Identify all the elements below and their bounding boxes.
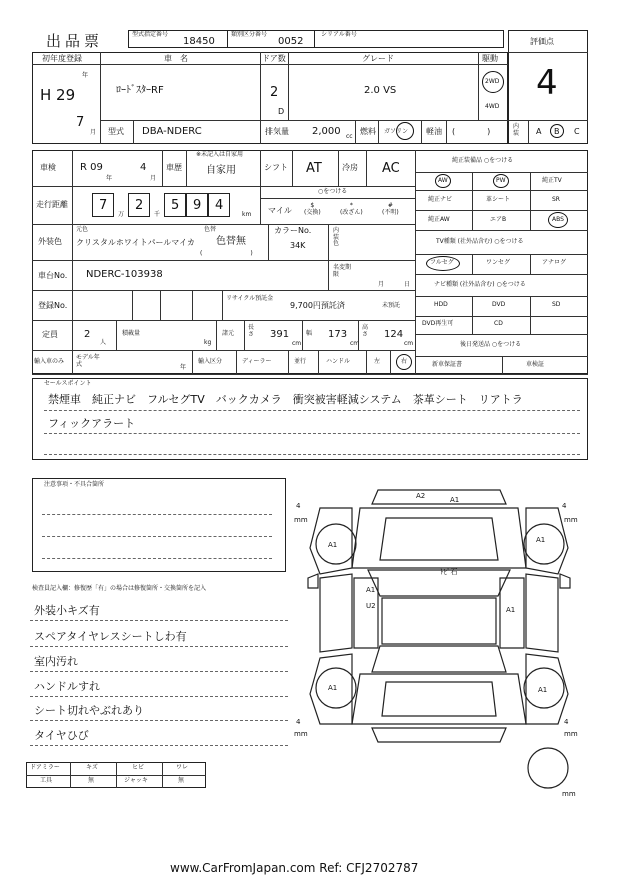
note-line-3: 室内汚れ [34, 655, 78, 668]
depth-fr: 4 [562, 502, 567, 510]
depth-rl-unit: mm [294, 730, 308, 738]
color-no-value: 34K [290, 241, 306, 250]
dims-label: 諸元 [222, 330, 235, 337]
width-value: 173 [328, 329, 348, 340]
drive-2wd: 2WD [485, 78, 500, 85]
inspector-label: 検査員記入欄：修復歴「有」の場合は修復箇所・交換箇所を記入 [32, 585, 207, 592]
note-line-4: ハンドルすれ [34, 680, 100, 693]
depth-spare-unit: mm [562, 790, 576, 798]
fuel-gas-circle [396, 122, 414, 140]
depth-rr: 4 [564, 718, 569, 726]
width-unit: cm [350, 340, 360, 347]
first-reg-month: 7 [76, 115, 85, 130]
doors-label: ドア数 [262, 54, 286, 63]
serial-label: シリアル番号 [321, 31, 357, 38]
equip-airbag: エアB [490, 216, 507, 223]
legend-h-4: ワレ [176, 764, 189, 771]
docs-label: 後日発送品 ○をつける [460, 341, 522, 348]
mileage-digit-4: 9 [186, 193, 208, 217]
length-unit: cm [292, 340, 302, 347]
mark-right-door: A1 [506, 606, 516, 614]
note-line-2: スペアタイヤレスシートしわ有 [34, 630, 187, 643]
length-value: 391 [270, 329, 290, 340]
tv-label: TV種類 (社外品含む) ○をつける [436, 238, 524, 245]
fuel-diesel: 軽油 [426, 127, 442, 136]
reg-label: 登録No. [38, 301, 68, 310]
load-unit: kg [204, 339, 212, 346]
drive-label: 駆動 [482, 54, 498, 63]
genuine-label: 純正装備品 ○をつける [452, 157, 514, 164]
equip-genuine-aw: 純正AW [428, 216, 450, 223]
navi-dvd: DVD [492, 301, 506, 308]
legend-v-3: ジャッキ [124, 777, 148, 784]
mileage-km: km [242, 211, 252, 218]
score-value: 4 [536, 63, 558, 103]
recycle-value: 9,700円預託済 [290, 301, 345, 310]
notes-label: 注意事項・不具合箇所 [44, 481, 105, 488]
fuel-label: 燃料 [360, 127, 376, 136]
first-reg-month-unit: 月 [90, 129, 97, 136]
legend-v-2: 無 [88, 777, 95, 784]
door-type: D [278, 107, 285, 116]
model-year-label: モデル年式 [76, 354, 100, 369]
model-no-label: 型式指定番号 [132, 31, 169, 38]
handle-label: ハンドル [326, 358, 351, 365]
recycle-unpaid: 未預託 [382, 302, 401, 309]
sales-line-1: 禁煙車 純正ナビ フルセグTV バックカメラ 衝突被害軽減システム 茶革シート リアトラ [48, 393, 523, 406]
legend-h-2: キズ [86, 764, 98, 771]
model-type-label: 型式 [108, 127, 124, 136]
interior-color-label: 内装色 [333, 227, 340, 248]
model-no-value: 18450 [183, 36, 215, 47]
model-no-cell [128, 30, 228, 48]
docs-warranty: 新車保証書 [432, 361, 463, 368]
car-name: ﾛｰﾄﾞｽﾀｰRF [116, 85, 164, 96]
color-original-label: 元色 [76, 226, 89, 233]
footer-ref: www.CarFromJapan.com Ref: CFJ2702787 [170, 861, 419, 875]
handle-left: 左 [374, 358, 381, 365]
first-reg-year-unit: 年 [82, 72, 89, 79]
import-dealer: ディーラー [242, 358, 272, 365]
class-no-cell [227, 30, 315, 48]
sheet-title: 出品票 [46, 32, 104, 50]
ac-label: 冷房 [342, 163, 358, 172]
mileage-sen: 千 [154, 211, 161, 218]
interior-a: A [536, 127, 542, 136]
mileage-mile: マイル [268, 206, 292, 215]
color-value: クリスタルホワイトパールマイカ [76, 238, 195, 247]
docs-shakensho: 車検証 [526, 361, 545, 368]
shaken-year-unit: 年 [106, 175, 113, 182]
mileage-label: 走行距離 [36, 200, 68, 209]
serial-cell [314, 30, 504, 48]
handle-right: 右 [401, 358, 408, 365]
height-value: 124 [384, 329, 404, 340]
equip-navi: 純正ナビ [428, 196, 453, 203]
color-change-label: 色替 [204, 226, 217, 233]
displacement-unit: cc [346, 133, 353, 140]
displacement-value: 2,000 [312, 126, 341, 137]
depth-rr-unit: mm [564, 730, 578, 738]
shaken-month: 4 [140, 162, 147, 173]
capacity-label: 定員 [42, 330, 58, 339]
chassis-value: NDERC-103938 [86, 269, 163, 280]
sales-label: セールスポイント [44, 380, 92, 387]
depth-fl-unit: mm [294, 516, 308, 524]
history-label: 車歴 [166, 163, 182, 172]
width-label: 幅 [306, 330, 313, 337]
shaken-month-unit: 月 [150, 175, 157, 182]
mileage-digit-5: 4 [208, 193, 230, 217]
mileage-digit-2: 2 [128, 193, 150, 217]
navi-cd: CD [494, 320, 503, 327]
capacity-unit: 人 [100, 339, 107, 346]
import-type-label: 輸入区分 [198, 358, 223, 365]
legend-v-4: 無 [178, 777, 185, 784]
color-no-label: カラーNo. [274, 226, 312, 235]
doors-value: 2 [270, 85, 279, 100]
import-parallel: 並行 [294, 358, 307, 365]
depth-rl: 4 [296, 718, 301, 726]
first-reg-era: H 29 [40, 86, 76, 104]
model-year-unit: 年 [180, 364, 187, 371]
mileage-tamper: * (改ざん) [340, 202, 363, 217]
fuel-gas: ガソリン [384, 128, 409, 135]
mark-left-door: U2 [366, 602, 376, 610]
navi-dvd-play: DVD再生可 [422, 320, 454, 327]
mark-roof: A1 [366, 586, 376, 594]
grade-value: 2.0 VS [364, 85, 397, 96]
tv-fullseg: フルセグ [430, 259, 454, 266]
interior-c: C [574, 127, 580, 136]
history-note: ※未記入は自家用 [196, 151, 244, 158]
name-change-month: 月 [378, 281, 385, 288]
history-value: 自家用 [206, 165, 236, 176]
equip-abs-circle [548, 212, 568, 228]
ac-value: AC [382, 161, 400, 176]
capacity-value: 2 [84, 329, 91, 340]
height-unit: cm [404, 340, 414, 347]
displacement-label: 排気量 [265, 127, 289, 136]
mileage-swap: $ (交換) [304, 202, 321, 217]
car-name-label: 車 名 [164, 54, 188, 63]
mark-windshield: ﾄﾋﾞ石 [440, 568, 458, 576]
mileage-digit-1: 7 [92, 193, 114, 217]
mileage-man: 万 [118, 211, 125, 218]
class-no-value: 0052 [278, 36, 304, 47]
model-type-value: DBA-NDERC [142, 126, 202, 137]
navi-sd: SD [552, 301, 561, 308]
height-label: 高さ [362, 324, 369, 338]
sales-line-2: フィックアラート [48, 417, 136, 430]
color-change-value: 色替無 [216, 236, 246, 247]
tv-analog: アナログ [542, 259, 567, 266]
tv-fullseg-circle [426, 256, 460, 271]
class-no-label: 類別区分番号 [231, 31, 268, 38]
color-change-paren: ( ) [200, 250, 253, 257]
navi-label: ナビ種類 (社外品含む) ○をつける [434, 281, 526, 288]
mileage-digit-3: 5 [164, 193, 186, 217]
chassis-label: 車台No. [38, 271, 68, 280]
mark-tire-rl: A1 [328, 684, 338, 692]
name-change-day: 日 [404, 281, 411, 288]
legend-v-1: 工具 [40, 777, 53, 784]
legend-h-1: ドアミラー [30, 764, 60, 771]
mark-front-bumper-2: A1 [450, 496, 460, 504]
note-line-1: 外装小キズ有 [34, 604, 100, 617]
mark-tire-fr: A1 [536, 536, 546, 544]
car-damage-diagram [290, 478, 590, 818]
equip-sr: SR [552, 196, 560, 203]
interior-b: B [554, 127, 560, 136]
note-line-6: タイヤひび [34, 729, 89, 742]
depth-fr-unit: mm [564, 516, 578, 524]
mileage-mark-note: ○をつける [318, 188, 348, 195]
shaken-label: 車検 [40, 163, 56, 172]
score-label: 評価点 [530, 37, 554, 46]
load-label: 積載量 [122, 330, 141, 337]
equip-pw: PW [496, 177, 506, 184]
equip-abs: ABS [552, 216, 564, 223]
import-label: 輸入車のみ [34, 358, 65, 365]
drive-4wd: 4WD [485, 103, 500, 110]
equip-pw-circle [493, 174, 509, 188]
equip-leather: 革シート [486, 196, 511, 203]
shift-label: シフト [264, 163, 288, 172]
grade-label: グレード [362, 54, 394, 63]
mark-tire-rr: A1 [538, 686, 548, 694]
mark-front-bumper: A2 [416, 492, 426, 500]
length-label: 長さ [248, 324, 255, 338]
shift-value: AT [306, 161, 322, 176]
first-reg-label: 初年度登録 [42, 54, 82, 63]
note-line-5: シート切れやぶれあり [34, 704, 144, 717]
tv-oneseg: ワンセグ [486, 259, 511, 266]
mark-tire-fl: A1 [328, 541, 338, 549]
equip-aw: AW [438, 177, 448, 184]
navi-hdd: HDD [434, 301, 448, 308]
equip-aw-circle [435, 174, 451, 188]
name-change-label: 名変期限 [333, 264, 352, 279]
depth-fl: 4 [296, 502, 301, 510]
equip-tv: 純正TV [542, 177, 562, 184]
color-label: 外装色 [38, 237, 62, 246]
mileage-unknown: # (不明) [382, 202, 399, 217]
legend-h-3: ヒビ [132, 764, 145, 771]
shaken-value: R 09 [80, 162, 103, 173]
recycle-label: リサイクル預託金 [226, 295, 274, 302]
interior-label: 内装 [513, 123, 520, 137]
fuel-other: ( ) [452, 127, 491, 136]
